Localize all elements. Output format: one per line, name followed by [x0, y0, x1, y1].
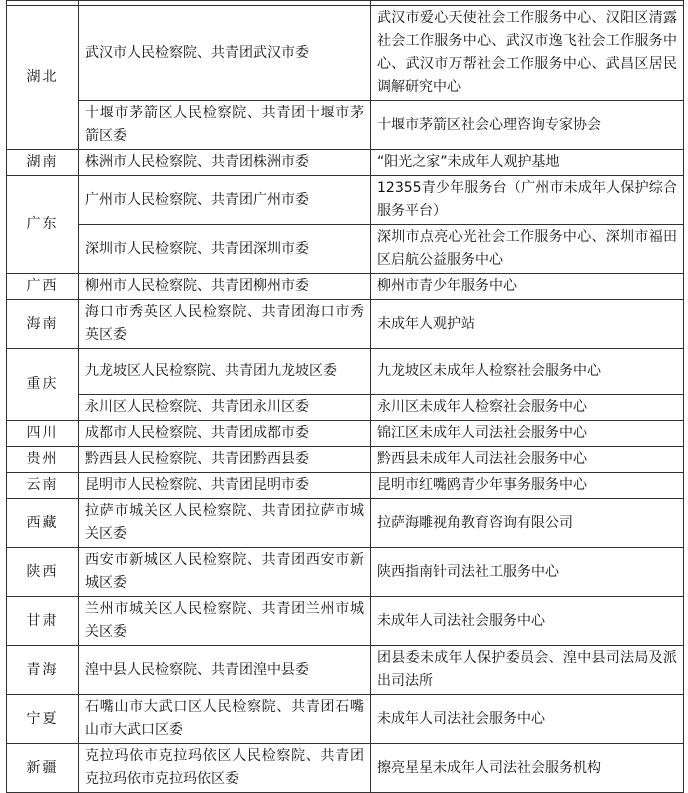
- organization-cell: 拉萨市城关区人民检察院、共青团拉萨市城关区委: [79, 499, 371, 548]
- province-cell: 青海: [7, 646, 79, 695]
- service-org-cell: 团县委未成年人保护委员会、湟中县司法局及派出司法所: [371, 646, 684, 695]
- table-row: [7, 395, 684, 421]
- organization-cell: 成都市人民检察院、共青团成都市委: [79, 421, 371, 447]
- service-org-cell: 未成年人司法社会服务中心: [371, 695, 684, 744]
- table-row: [7, 101, 684, 150]
- service-org-cell: 昆明市红嘴鸥青少年事务服务中心: [371, 473, 684, 499]
- service-org-cell: 十堰市茅箭区社会心理咨询专家协会: [371, 101, 684, 150]
- organization-cell: 武汉市人民检察院、共青团武汉市委: [79, 6, 371, 101]
- province-cell: 广西: [7, 274, 79, 300]
- partner-table: [6, 0, 684, 793]
- organization-cell: 株洲市人民检察院、共青团株洲市委: [79, 150, 371, 176]
- organization-cell: 广州市人民检察院、共青团广州市委: [79, 176, 371, 225]
- table-row: [7, 473, 684, 499]
- organization-cell: 深圳市人民检察院、共青团深圳市委: [79, 225, 371, 274]
- organization-cell: 石嘴山市大武口区人民检察院、共青团石嘴山市大武口区委: [79, 695, 371, 744]
- table-row: [7, 349, 684, 395]
- service-org-cell: 锦江区未成年人司法社会服务中心: [371, 421, 684, 447]
- province-cell: 西藏: [7, 499, 79, 548]
- organization-cell: 西安市新城区人民检察院、共青团西安市新城区委: [79, 548, 371, 597]
- table-row: [7, 548, 684, 597]
- service-org-cell: 12355青少年服务台（广州市未成年人保护综合服务平台）: [371, 176, 684, 225]
- province-cell: 四川: [7, 421, 79, 447]
- organization-cell: 十堰市茅箭区人民检察院、共青团十堰市茅箭区委: [79, 101, 371, 150]
- service-org-cell: 黔西县未成年人司法社会服务中心: [371, 447, 684, 473]
- table-row: [7, 744, 684, 793]
- table-row: [7, 421, 684, 447]
- service-org-cell: 未成年人司法社会服务中心: [371, 597, 684, 646]
- table-row: [7, 447, 684, 473]
- organization-cell: 克拉玛依市克拉玛依区人民检察院、共青团克拉玛依市克拉玛依区委: [79, 744, 371, 793]
- province-cell: 广东: [7, 176, 79, 274]
- table-row: [7, 274, 684, 300]
- province-cell: 重庆: [7, 349, 79, 421]
- table-row: [7, 6, 684, 101]
- province-cell: 宁夏: [7, 695, 79, 744]
- organization-cell: 海口市秀英区人民检察院、共青团海口市秀英区委: [79, 300, 371, 349]
- service-org-cell: 深圳市点亮心光社会工作服务中心、深圳市福田区启航公益服务中心: [371, 225, 684, 274]
- organization-cell: 柳州市人民检察院、共青团柳州市委: [79, 274, 371, 300]
- service-org-cell: “阳光之家”未成年人观护基地: [371, 150, 684, 176]
- province-cell: 陕西: [7, 548, 79, 597]
- organization-cell: 湟中县人民检察院、共青团湟中县委: [79, 646, 371, 695]
- service-org-cell: 九龙坡区未成年人检察社会服务中心: [371, 349, 684, 395]
- service-org-cell: 陕西指南针司法社工服务中心: [371, 548, 684, 597]
- table-row: [7, 646, 684, 695]
- organization-cell: 兰州市城关区人民检察院、共青团兰州市城关区委: [79, 597, 371, 646]
- table-row: [7, 597, 684, 646]
- service-org-cell: 永川区未成年人检察社会服务中心: [371, 395, 684, 421]
- organization-cell: 黔西县人民检察院、共青团黔西县委: [79, 447, 371, 473]
- province-cell: 云南: [7, 473, 79, 499]
- province-cell: 甘肃: [7, 597, 79, 646]
- province-cell: 湖南: [7, 150, 79, 176]
- province-cell: 湖北: [7, 6, 79, 150]
- service-org-cell: 拉萨海雕视角教育咨询有限公司: [371, 499, 684, 548]
- service-org-cell: 未成年人观护站: [371, 300, 684, 349]
- table-row: [7, 300, 684, 349]
- province-cell: 贵州: [7, 447, 79, 473]
- table-row: [7, 499, 684, 548]
- service-org-cell: 柳州市青少年服务中心: [371, 274, 684, 300]
- province-cell: 新疆: [7, 744, 79, 793]
- service-org-cell: 擦亮星星未成年人司法社会服务机构: [371, 744, 684, 793]
- table-row: [7, 225, 684, 274]
- organization-cell: 永川区人民检察院、共青团永川区委: [79, 395, 371, 421]
- organization-cell: 九龙坡区人民检察院、共青团九龙坡区委: [79, 349, 371, 395]
- table-row: [7, 176, 684, 225]
- service-org-cell: 武汉市爱心天使社会工作服务中心、汉阳区清露社会工作服务中心、武汉市逸飞社会工作服务中心、武汉市万帮社会工作服务中心、武昌区居民调解研究中心: [371, 6, 684, 101]
- organization-cell: 昆明市人民检察院、共青团昆明市委: [79, 473, 371, 499]
- table-row: [7, 695, 684, 744]
- table-row: [7, 150, 684, 176]
- province-cell: 海南: [7, 300, 79, 349]
